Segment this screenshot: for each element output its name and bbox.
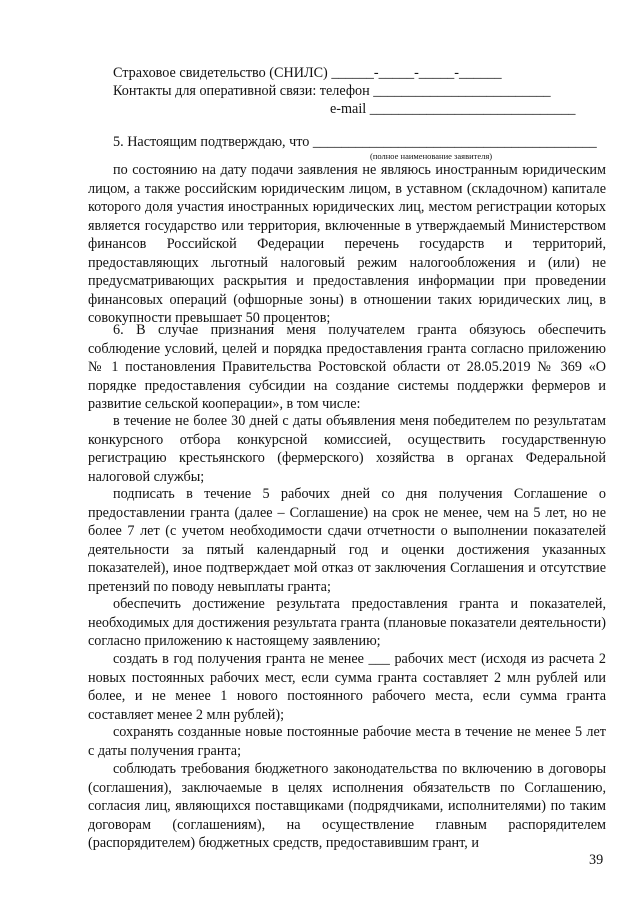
- section6-item-agreement: подписать в течение 5 рабочих дней со дня получения Соглашение о предоставлении гранта (далее – Соглашение) на срок не менее, чем на 5 лет, но не более 7 лет (с учетом необходимости сдачи отчетности о выполнении показателей деятельности за пятый календарный год и оценки достижения указанных показателей), иное подтверждает мой отказ от заключения Соглашения и отсутствие претензий по поводу невыплаты гранта;: [88, 486, 606, 595]
- section5-intro: 5. Настоящим подтверждаю, что ________________________________________: [113, 134, 597, 150]
- section6-item-jobs: создать в год получения гранта не менее ___ рабочих мест (исходя из расчета 2 новых постоянных рабочих мест, если сумма гранта составляет 2 млн рублей или более, и не менее 1 нового постоянного рабочего места, если сумма гранта составляет менее 2 млн рублей);: [88, 651, 606, 723]
- applicant-name-caption: (полное наименование заявителя): [370, 151, 493, 161]
- page-number: 39: [589, 852, 604, 868]
- section5-body: по состоянию на дату подачи заявления не являюсь иностранным юридическим лицом, а также российским юридическим лицом, в уставном (складочном) капитале которого доля участия иностранных юридических лиц, местом регистрации которых является государство или территория, включенные в утверждаемый Министерством финансов Российской Федерации перечень государств и территорий, предоставляющих льготный налоговый режим налогообложения и (или) не предусматривающих раскрытия и предоставления информации при проведении финансовых операций (офшорные зоны) в отношении таких юридических лиц, в совокупности превышает 50 процентов;: [88, 162, 606, 326]
- section6-item-retain-jobs: сохранять созданные новые постоянные рабочие места в течение не менее 5 лет с даты получения гранта;: [88, 724, 606, 759]
- section6-intro: 6. В случае признания меня получателем гранта обязуюсь обеспечить соблюдение условий, целей и порядка предоставления гранта согласно приложению № 1 постановления Правительства Ростовской области от 28.05.2019 № 369 «О порядке предоставления субсидии на создание системы поддержки фермеров и развитие сельской кооперации», в том числе:: [88, 322, 606, 412]
- section6-item-results: обеспечить достижение результата предоставления гранта и показателей, необходимых для достижения результата гранта (плановые показатели деятельности) согласно приложению к настоящему заявлению;: [88, 596, 606, 649]
- section6-item-registration: в течение не более 30 дней с даты объявления меня победителем по результатам конкурсного отбора конкурсной комиссией, осуществить государственную регистрацию крестьянского (фермерского) хозяйства в органах Федеральной налоговой службы;: [88, 413, 606, 485]
- snils-line: Страховое свидетельство (СНИЛС) ______-_____-_____-______: [113, 65, 502, 81]
- section6-item-budget: соблюдать требования бюджетного законодательства по включению в договоры (соглашения), заключаемые в целях исполнения обязательств по Соглашению, согласия лиц, являющихся поставщиками (подрядчиками, исполнителями) по таким договорам (соглашениям), на осуществление главным распорядителем (распорядителем) бюджетных средств, предоставившим грант, и: [88, 761, 606, 851]
- contacts-phone-line: Контакты для оперативной связи: телефон _________________________: [113, 83, 551, 99]
- contacts-email-line: e-mail _____________________________: [330, 101, 576, 117]
